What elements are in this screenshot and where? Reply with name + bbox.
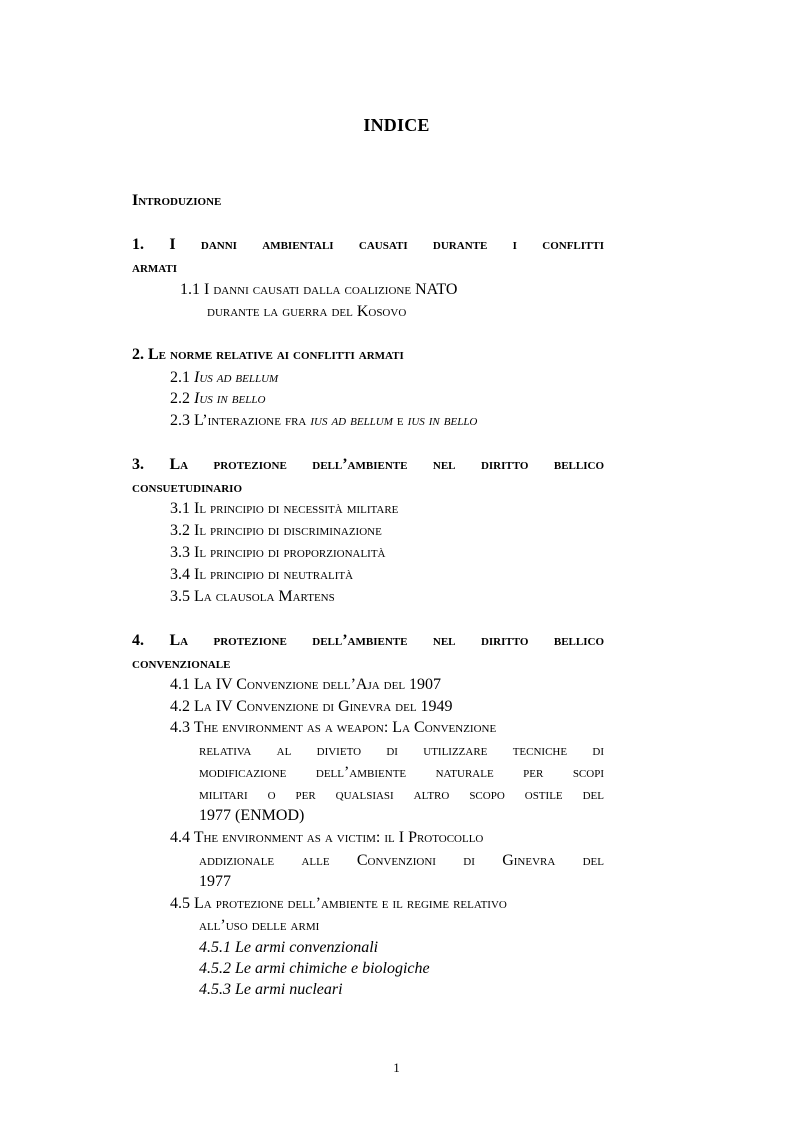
toc-section-4-4-cont-2: 1977 — [199, 873, 231, 890]
toc-chapter-2-heading: 2. Le norme relative ai conflitti armati — [132, 346, 404, 363]
section-title-italic-1: ius ad bellum — [310, 412, 393, 429]
page-number: 1 — [393, 1060, 400, 1075]
toc-section-3-2: 3.2 Il principio di discriminazione — [170, 522, 382, 539]
section-title: Ius ad bellum — [194, 369, 279, 386]
toc-section-4-3-cont-2: modificazione dell’ambiente naturale per scopi — [199, 764, 604, 781]
section-title: Ius in bello — [194, 390, 266, 407]
toc-section-4-5-cont: all’uso delle armi — [199, 917, 320, 934]
toc-section-3-3: 3.3 Il principio di proporzionalità — [170, 544, 386, 561]
page-title: INDICE — [363, 115, 430, 135]
toc-section-1-1-cont: durante la guerra del Kosovo — [207, 303, 407, 320]
toc-section-3-5: 3.5 La clausola Martens — [170, 588, 335, 605]
toc-section-4-2: 4.2 La IV Convenzione di Ginevra del 1949 — [170, 698, 453, 715]
toc-chapter-1-heading: 1. I danni ambientali causati durante i conflitti — [132, 236, 604, 253]
toc-section-4-5-1: 4.5.1 Le armi convenzionali — [199, 939, 379, 956]
toc-chapter-1-heading-cont: armati — [132, 259, 178, 276]
toc-section-3-4: 3.4 Il principio di neutralità — [170, 566, 354, 583]
toc-chapter-3-heading: 3. La protezione dell’ambiente nel diritto bellico — [132, 456, 604, 473]
toc-section-3-1: 3.1 Il principio di necessità militare — [170, 500, 399, 517]
toc-section-4-3-cont-3: militari o per qualsiasi altro scopo ostile del — [199, 786, 604, 803]
toc-chapter-4-heading-cont: convenzionale — [132, 655, 231, 672]
toc-section-4-3: 4.3 The environment as a weapon: La Convenzione — [170, 719, 497, 736]
toc-section-4-3-cont-4: 1977 (ENMOD) — [199, 807, 305, 824]
toc-introduction: Introduzione — [132, 192, 222, 209]
section-title-conj: e — [396, 412, 404, 429]
section-title-italic-2: ius in bello — [407, 412, 478, 429]
toc-section-2-3 — [170, 411, 477, 431]
toc-section-1-1: 1.1 I danni causati dalla coalizione NATO — [180, 281, 458, 298]
toc-section-4-3-cont-1: relativa al divieto di utilizzare tecniche di — [199, 742, 604, 759]
toc-section-4-4-cont-1: addizionale alle Convenzioni di Ginevra del — [199, 852, 604, 869]
toc-section-4-4: 4.4 The environment as a victim: il I Protocollo — [170, 829, 484, 846]
toc-section-4-1: 4.1 La IV Convenzione dell’Aja del 1907 — [170, 676, 442, 693]
section-title: 2.3 L’interazione fra — [170, 412, 307, 429]
toc-section-4-5-3: 4.5.3 Le armi nucleari — [199, 981, 343, 998]
toc-section-2-2 — [170, 389, 265, 409]
toc-section-4-5-2: 4.5.2 Le armi chimiche e biologiche — [199, 960, 430, 977]
section-number: 2.1 — [170, 369, 190, 386]
toc-chapter-3-heading-cont: consuetudinario — [132, 479, 243, 496]
toc-chapter-4-heading: 4. La protezione dell’ambiente nel diritto bellico — [132, 632, 604, 649]
toc-section-2-1 — [170, 368, 278, 388]
toc-section-4-5: 4.5 La protezione dell’ambiente e il regime relativo — [170, 895, 507, 912]
section-number: 2.2 — [170, 390, 190, 407]
